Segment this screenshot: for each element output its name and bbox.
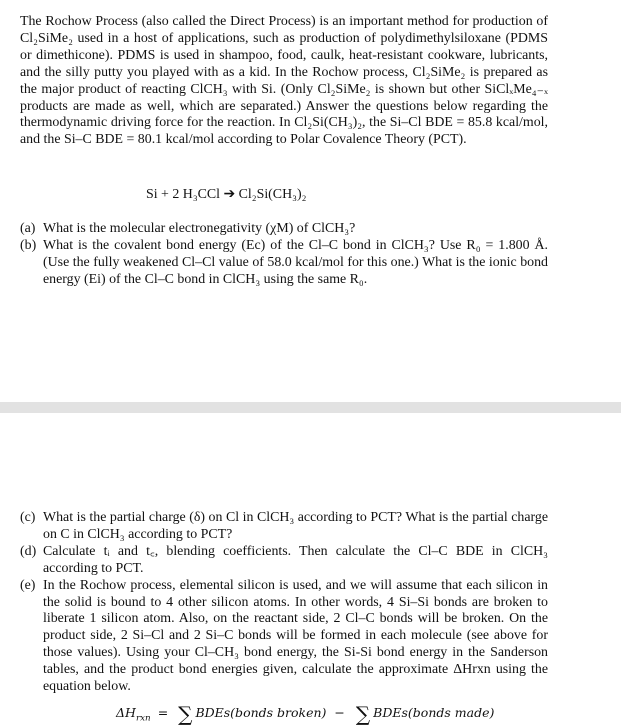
equation-term-made: BDEs(bonds made) <box>373 705 495 720</box>
question-label: (b) <box>20 237 37 253</box>
question-label: (e) <box>20 577 36 593</box>
equation-equals: = <box>157 705 169 720</box>
question-label: (c) <box>20 510 36 525</box>
question-list-top <box>20 221 548 289</box>
question-b <box>20 238 548 289</box>
page-separator <box>0 402 621 413</box>
question-text: Calculate tᵢ and t꜀, blending coefficients. Then calculate the Cl–C BDE in ClCH₃ according to PCT. <box>43 543 548 576</box>
sum-symbol: ∑ <box>355 702 371 726</box>
reaction-equation: Si + 2 H₃CCl ➔ Cl₂Si(CH₃)₂ <box>146 187 307 202</box>
question-list-bottom <box>20 510 548 696</box>
question-e <box>20 578 548 696</box>
question-text: What is the partial charge (δ) on Cl in ClCH₃ according to PCT? What is the partial charge on C in ClCH₃ according to PCT? <box>43 510 548 542</box>
equation-term-broken: BDEs(bonds broken) <box>195 705 327 720</box>
question-c <box>20 510 548 544</box>
question-label: (d) <box>20 543 37 559</box>
question-a <box>20 221 548 238</box>
question-text: In the Rochow process, elemental silicon is used, and we will assume that each silicon in the solid is bound to 4 other silicon atoms. In other words, 4 Si–Si bonds are broken to liberate 1 silicon atom. Also, on the reactant side, 2 Cl–C bonds will be broken. On the product side, 2 Si–Cl and 2 Si–C bonds will be formed in each molecule (see above for those values). Using your Cl–CH₃ bond energy, the Si-Si bond energy in the Sanderson tables, and the product bond energies given, calculate the approximate ΔHrxn using the equation below. <box>43 577 548 695</box>
question-label: (a) <box>20 221 36 236</box>
sum-symbol: ∑ <box>178 702 193 726</box>
intro-paragraph: The Rochow Process (also called the Direct Process) is an important method for production of Cl₂SiMe₂ used in a host of applications, such as production of polydimethylsiloxane (PDMS or dimethicone). PDMS is used in shampoo, food, caulk, heat-resistant cookware, lubricants, and the silly putty you played with as a kid. In the Rochow process, Cl₂SiMe₂ is prepared as the major product of reacting ClCH₃ with Si. (Only Cl₂SiMe₂ is shown but other SiClₓMe₄₋ₓ products are made as well, which are separated.) Answer the questions below regarding the thermodynamic driving force for the reaction. In Cl₂Si(CH₃)₂, the Si–Cl BDE = 85.8 kcal/mol, and the Si–C BDE = 80.1 kcal/mol according to Polar Covalence Theory (PCT). <box>20 14 548 148</box>
enthalpy-equation <box>116 702 494 726</box>
question-text: What is the covalent bond energy (Ec) of the Cl–C bond in ClCH₃? Use R₀ = 1.800 Å. (Use the fully weakened Cl–Cl value of 58.0 kcal/mol for this one.) What is the ionic bond energy (Ei) of the Cl–C bond in ClCH₃ using the same R₀. <box>43 237 548 287</box>
equation-lhs: ΔH <box>116 705 136 720</box>
equation-lhs-subscript: rxn <box>135 713 151 724</box>
equation-minus: − <box>334 705 345 720</box>
question-text: What is the molecular electronegativity (χM) of ClCH₃? <box>43 221 356 236</box>
question-d <box>20 544 548 578</box>
